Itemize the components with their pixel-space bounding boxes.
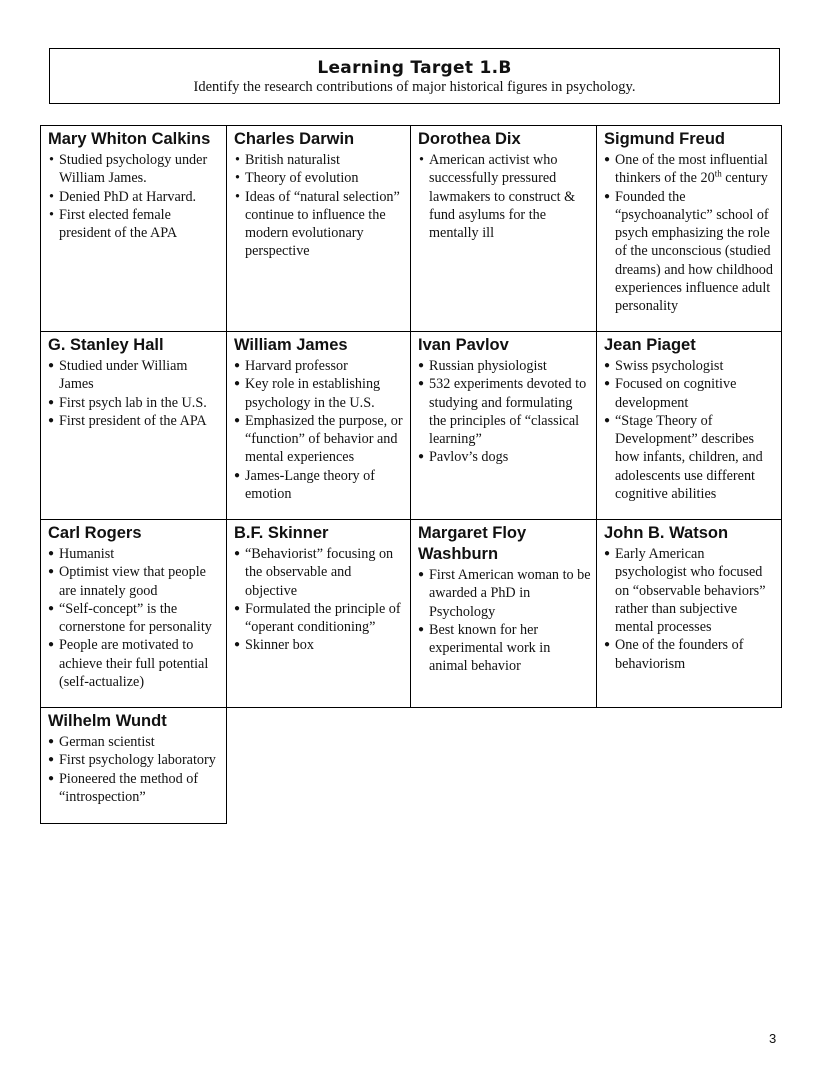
fact-item: ● Humanist (48, 545, 222, 563)
figure-name: G. Stanley Hall (48, 336, 164, 354)
table-row (41, 708, 782, 824)
fact-item: ● Studied under William James (48, 357, 222, 394)
fact-list (234, 357, 406, 503)
fact-item: ● German scientist (48, 733, 222, 751)
empty-cell (411, 708, 597, 824)
figure-name: Carl Rogers (48, 524, 142, 542)
figure-card-piaget (597, 332, 782, 520)
learning-target-header (49, 48, 780, 104)
figure-card-skinner (227, 520, 411, 708)
figure-name: Ivan Pavlov (418, 336, 509, 354)
fact-item: ● First American woman to be awarded a PhD in Psychology (418, 566, 592, 621)
fact-item: ● First president of the APA (48, 412, 222, 430)
figure-card-rogers (41, 520, 227, 708)
fact-item: ● Optimist view that people are innately good (48, 563, 222, 600)
fact-item: ● First psychology laboratory (48, 751, 222, 769)
empty-cell (597, 708, 782, 824)
figure-card-darwin (227, 126, 411, 332)
fact-item: ● “Self-concept” is the cornerstone for personality (48, 600, 222, 637)
fact-item: • British naturalist (234, 151, 406, 169)
fact-item: • Denied PhD at Harvard. (48, 188, 222, 206)
fact-item: ● Skinner box (234, 636, 406, 654)
superscript: th (714, 168, 722, 179)
figure-card-calkins (41, 126, 227, 332)
fact-text: One of the most influential thinkers of the 20 (615, 152, 768, 187)
fact-item: ● Swiss psychologist (604, 357, 777, 375)
fact-item: ● Russian physiologist (418, 357, 592, 375)
figure-name: Dorothea Dix (418, 130, 521, 148)
fact-item: ● Pavlov’s dogs (418, 448, 592, 466)
table-row (41, 520, 782, 708)
fact-list (418, 566, 592, 676)
fact-item: ● One of the founders of behaviorism (604, 636, 777, 673)
empty-cell (227, 708, 411, 824)
fact-list (48, 545, 222, 691)
figure-card-dix (411, 126, 597, 332)
figure-name: Jean Piaget (604, 336, 696, 354)
fact-text: century (721, 170, 768, 187)
fact-list (234, 151, 406, 261)
page-subtitle: Identify the research contributions of major historical figures in psychology. (193, 79, 636, 95)
fact-item: ● Key role in establishing psychology in the U.S. (234, 375, 406, 412)
page-title: Learning Target 1.B (317, 58, 512, 78)
fact-item: ● Focused on cognitive development (604, 375, 777, 412)
figure-name: Wilhelm Wundt (48, 712, 167, 730)
fact-list (604, 545, 777, 673)
figure-card-watson (597, 520, 782, 708)
figure-card-wundt (41, 708, 227, 824)
fact-list (234, 545, 406, 655)
fact-item: ● People are motivated to achieve their full potential (self-actualize) (48, 636, 222, 691)
figures-table (40, 125, 782, 824)
fact-item: • First elected female president of the APA (48, 206, 222, 243)
figure-card-james (227, 332, 411, 520)
fact-item: ● Best known for her experimental work in animal behavior (418, 621, 592, 676)
fact-list (48, 151, 222, 242)
fact-item: ● “Behaviorist” focusing on the observable and objective (234, 545, 406, 600)
figure-card-hall (41, 332, 227, 520)
fact-list (418, 151, 592, 242)
figure-name: Sigmund Freud (604, 130, 725, 148)
page-number: 3 (769, 1031, 777, 1046)
figure-card-pavlov (411, 332, 597, 520)
fact-item: ● Founded the “psychoanalytic” school of psych emphasizing the role of the unconscious (studied dreams) and how childhood experiences influence adult personality (604, 188, 777, 316)
fact-item: ● Pioneered the method of “introspection” (48, 770, 222, 807)
table-row (41, 332, 782, 520)
fact-item: ● 532 experiments devoted to studying and formulating the principles of “classical learning” (418, 375, 592, 448)
figure-name: William James (234, 336, 348, 354)
fact-item (604, 151, 777, 188)
fact-item: • Ideas of “natural selection” continue to influence the modern evolutionary perspective (234, 188, 406, 261)
figure-card-freud (597, 126, 782, 332)
fact-item: ● Early American psychologist who focused on “observable behaviors” rather than subjective mental processes (604, 545, 777, 636)
table-row (41, 126, 782, 332)
fact-item: • American activist who successfully pressured lawmakers to construct & fund asylums for the mentally ill (418, 151, 592, 242)
figure-name: Charles Darwin (234, 130, 355, 148)
fact-list (48, 357, 222, 430)
figure-card-washburn (411, 520, 597, 708)
fact-list (48, 733, 222, 806)
fact-item: ● First psych lab in the U.S. (48, 394, 222, 412)
fact-list (418, 357, 592, 467)
figure-name: John B. Watson (604, 524, 729, 542)
fact-item: • Theory of evolution (234, 169, 406, 187)
fact-item: ● “Stage Theory of Development” describes how infants, children, and adolescents use different cognitive abilities (604, 412, 777, 503)
figure-name: Mary Whiton Calkins (48, 130, 211, 148)
figure-name: B.F. Skinner (234, 524, 329, 542)
fact-item: ● Formulated the principle of “operant conditioning” (234, 600, 406, 637)
fact-item: • Studied psychology under William James. (48, 151, 222, 188)
figure-name: Margaret Floy Washburn (418, 524, 527, 563)
fact-list (604, 151, 777, 316)
fact-item: ● Emphasized the purpose, or “function” of behavior and mental experiences (234, 412, 406, 467)
fact-list (604, 357, 777, 503)
fact-item: ● James-Lange theory of emotion (234, 467, 406, 504)
fact-item: ● Harvard professor (234, 357, 406, 375)
